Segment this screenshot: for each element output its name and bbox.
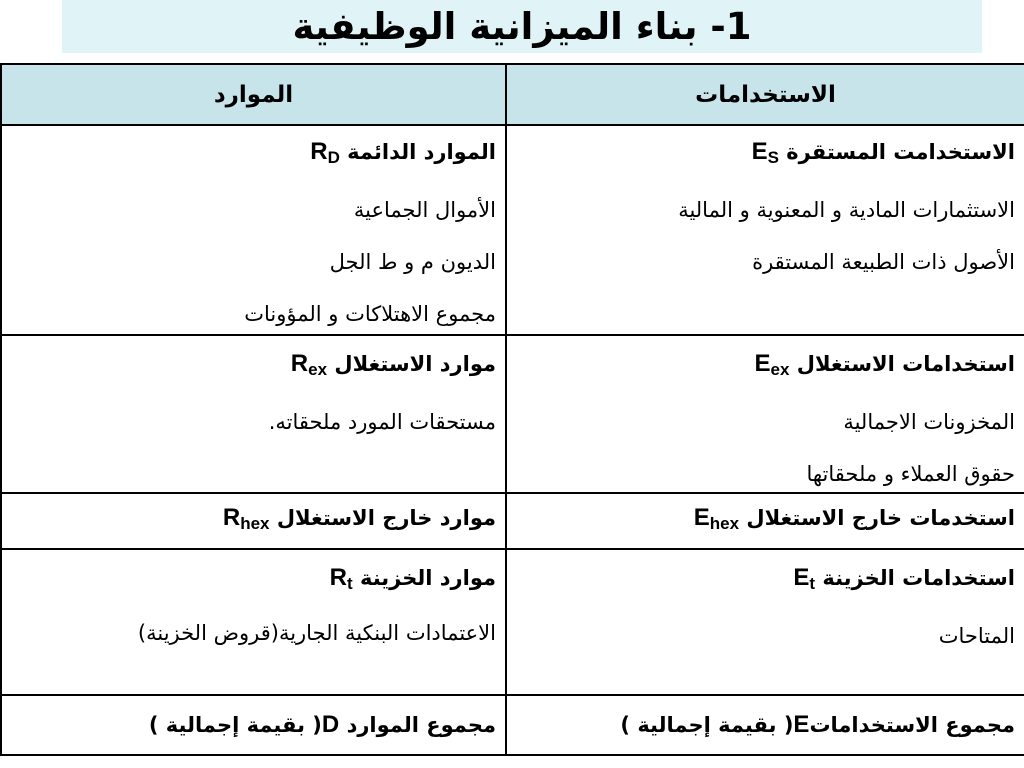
treasury-res-label: موارد الخزينة [359, 566, 496, 590]
header-uses: الاستخدامات [506, 64, 1024, 125]
total-uses-suffix: ( بقيمة إجمالية ) [620, 713, 794, 737]
table-header-row [1, 64, 1024, 125]
stable-uses-label: الاستخدامت المستقرة [786, 140, 1015, 164]
treasury-res-item: الاعتمادات البنكية الجارية(قروض الخزينة) [137, 621, 496, 645]
table-row-treasury [1, 549, 1024, 695]
table-row-stable [1, 125, 1024, 335]
treasury-uses-symbol-letter: E [793, 564, 810, 591]
non-operating-uses-symbol-sub: hex [709, 514, 740, 533]
table-row-non-operating [1, 493, 1024, 549]
treasury-uses-symbol [793, 564, 815, 598]
treasury-uses-heading [516, 564, 1015, 598]
operating-res-item: مستحقات المورد ملحقاته. [268, 410, 496, 434]
non-operating-res-label: موارد خارج الاستغلال [276, 506, 496, 530]
operating-res-symbol-sub: ex [308, 360, 328, 379]
stable-uses-heading [516, 138, 1015, 172]
treasury-uses-symbol-sub: t [809, 574, 816, 593]
operating-uses-label: استخدامات الاستغلال [796, 352, 1015, 376]
operating-res-symbol [291, 350, 327, 384]
stable-res-item: الأموال الجماعية [353, 198, 496, 222]
cell-treasury-uses [506, 549, 1024, 695]
non-operating-res-symbol [223, 504, 270, 538]
cell-non-operating-resources [1, 493, 506, 549]
operating-res-heading [11, 350, 496, 384]
header-resources: الموارد [1, 64, 506, 125]
treasury-res-heading [11, 564, 496, 598]
operating-uses-item: حقوق العملاء و ملحقاتها [806, 462, 1015, 486]
stable-uses-symbol-letter: E [751, 138, 768, 165]
cell-non-operating-uses [506, 493, 1024, 549]
non-operating-res-symbol-letter: R [222, 504, 241, 531]
page-title: 1- بناء الميزانية الوظيفية [292, 5, 752, 48]
title-banner [62, 0, 982, 53]
treasury-res-symbol [330, 564, 353, 598]
total-uses-heading [516, 711, 1015, 739]
stable-res-symbol-letter: R [310, 138, 328, 165]
total-uses-symbol: E [793, 711, 810, 738]
treasury-res-symbol-letter: R [329, 564, 347, 591]
stable-res-heading [11, 138, 496, 172]
functional-balance-table [0, 63, 1024, 756]
treasury-res-symbol-sub: t [346, 574, 353, 593]
non-operating-uses-label: استخدمات خارج الاستغلال [746, 506, 1015, 530]
total-res-heading [11, 711, 496, 739]
operating-res-symbol-letter: R [290, 350, 309, 377]
cell-stable-uses [506, 125, 1024, 335]
stable-uses-item: الاستثمارات المادية و المعنوية و المالية [678, 198, 1015, 222]
cell-total-uses [506, 695, 1024, 755]
total-res-symbol: D [321, 711, 340, 738]
non-operating-uses-symbol-letter: E [693, 504, 710, 531]
non-operating-res-heading [11, 504, 496, 538]
table-row-operating [1, 335, 1024, 493]
stable-res-item: مجموع الاهتلاكات و المؤونات [244, 302, 496, 326]
non-operating-res-symbol-sub: hex [240, 514, 270, 533]
operating-uses-symbol-sub: ex [770, 360, 790, 379]
total-res-suffix: ( بقيمة إجمالية ) [148, 713, 322, 737]
stable-uses-symbol-sub: S [767, 148, 779, 167]
operating-uses-heading [516, 350, 1015, 384]
non-operating-uses-symbol [694, 504, 739, 538]
table-row-total [1, 695, 1024, 755]
total-uses-prefix: مجموع الاستخدامات [809, 713, 1015, 737]
cell-treasury-resources [1, 549, 506, 695]
cell-operating-uses [506, 335, 1024, 493]
cell-stable-resources [1, 125, 506, 335]
stable-uses-item: الأصول ذات الطبيعة المستقرة [752, 250, 1015, 274]
treasury-uses-label: استخدامات الخزينة [822, 566, 1015, 590]
operating-uses-symbol-letter: E [754, 350, 771, 377]
operating-uses-item: المخزونات الاجمالية [843, 410, 1015, 434]
stable-res-symbol [310, 138, 340, 172]
treasury-uses-item: المتاحات [938, 624, 1015, 648]
operating-uses-symbol [754, 350, 789, 384]
operating-res-label: موارد الاستغلال [334, 352, 496, 376]
stable-res-symbol-sub: D [327, 148, 340, 167]
stable-res-item: الديون م و ط الجل [329, 250, 496, 274]
total-res-prefix: مجموع الموارد [346, 713, 496, 737]
stable-res-label: الموارد الدائمة [347, 140, 496, 164]
stable-uses-symbol [752, 138, 779, 172]
cell-total-resources [1, 695, 506, 755]
non-operating-uses-heading [516, 504, 1015, 538]
cell-operating-resources [1, 335, 506, 493]
